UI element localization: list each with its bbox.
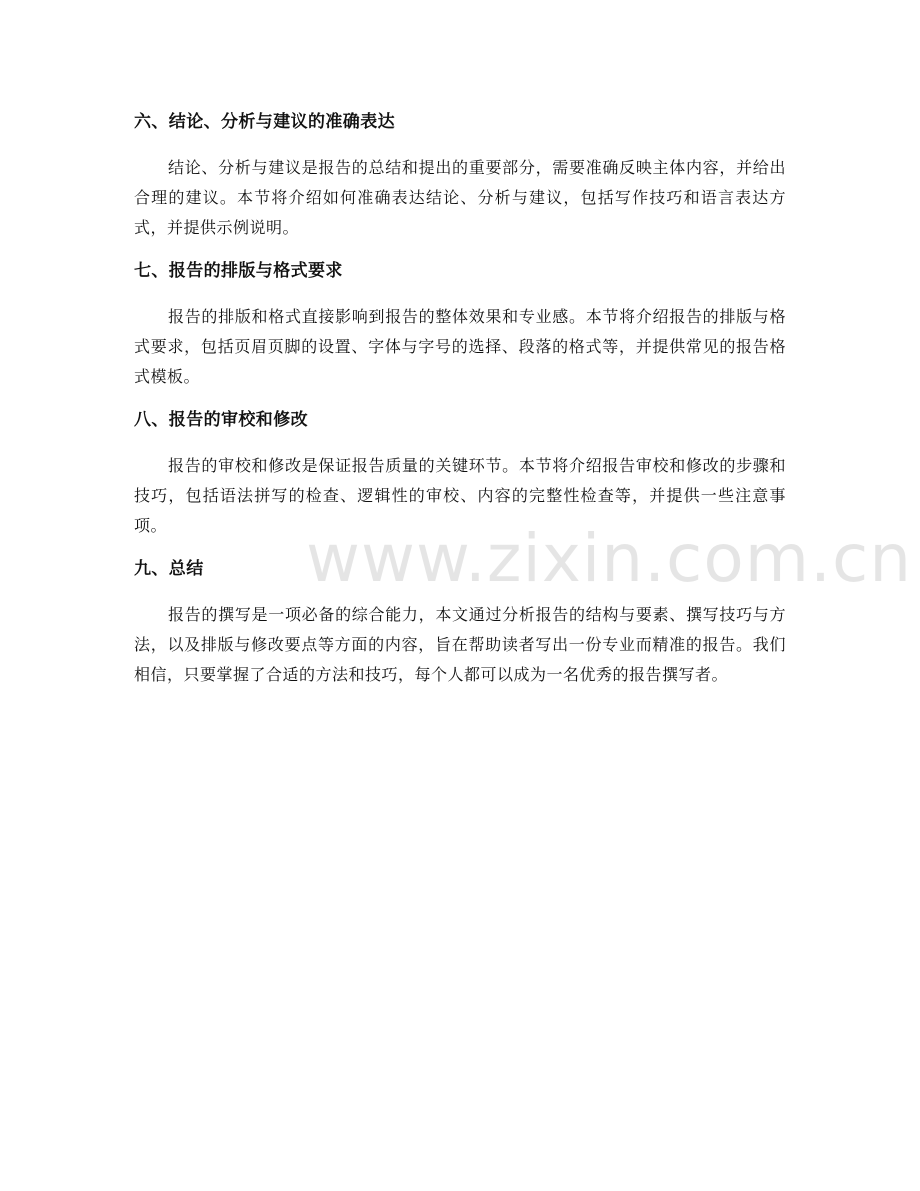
section-heading: 七、报告的排版与格式要求: [134, 261, 343, 281]
section-conclusion: [134, 108, 786, 243]
section-heading: 九、总结: [134, 559, 204, 579]
document-body: [134, 108, 786, 704]
section-paragraph: 报告的撰写是一项必备的综合能力，本文通过分析报告的结构与要素、撰写技巧与方法，以及排版与修改要点等方面的内容，旨在帮助读者写出一份专业而精准的报告。我们相信，只要掌握了合适的方法和技巧，每个人都可以成为一名优秀的报告撰写者。: [134, 605, 786, 684]
watermark-text: www.zixin.com.cn: [306, 520, 913, 597]
section-heading: 八、报告的审校和修改: [134, 410, 308, 430]
section-paragraph: 报告的排版和格式直接影响到报告的整体效果和专业感。本节将介绍报告的排版与格式要求，包括页眉页脚的设置、字体与字号的选择、段落的格式等，并提供常见的报告格式模板。: [134, 307, 786, 386]
section-paragraph: 报告的审校和修改是保证报告质量的关键环节。本节将介绍报告审校和修改的步骤和技巧，包括语法拼写的检查、逻辑性的审校、内容的完整性检查等，并提供一些注意事项。: [134, 456, 786, 535]
section-paragraph: 结论、分析与建议是报告的总结和提出的重要部分，需要准确反映主体内容，并给出合理的建议。本节将介绍如何准确表达结论、分析与建议，包括写作技巧和语言表达方式，并提供示例说明。: [134, 158, 786, 237]
section-layout-format: [134, 257, 786, 392]
section-summary: [134, 555, 786, 690]
section-heading: 六、结论、分析与建议的准确表达: [134, 112, 395, 132]
section-review-revision: [134, 406, 786, 541]
